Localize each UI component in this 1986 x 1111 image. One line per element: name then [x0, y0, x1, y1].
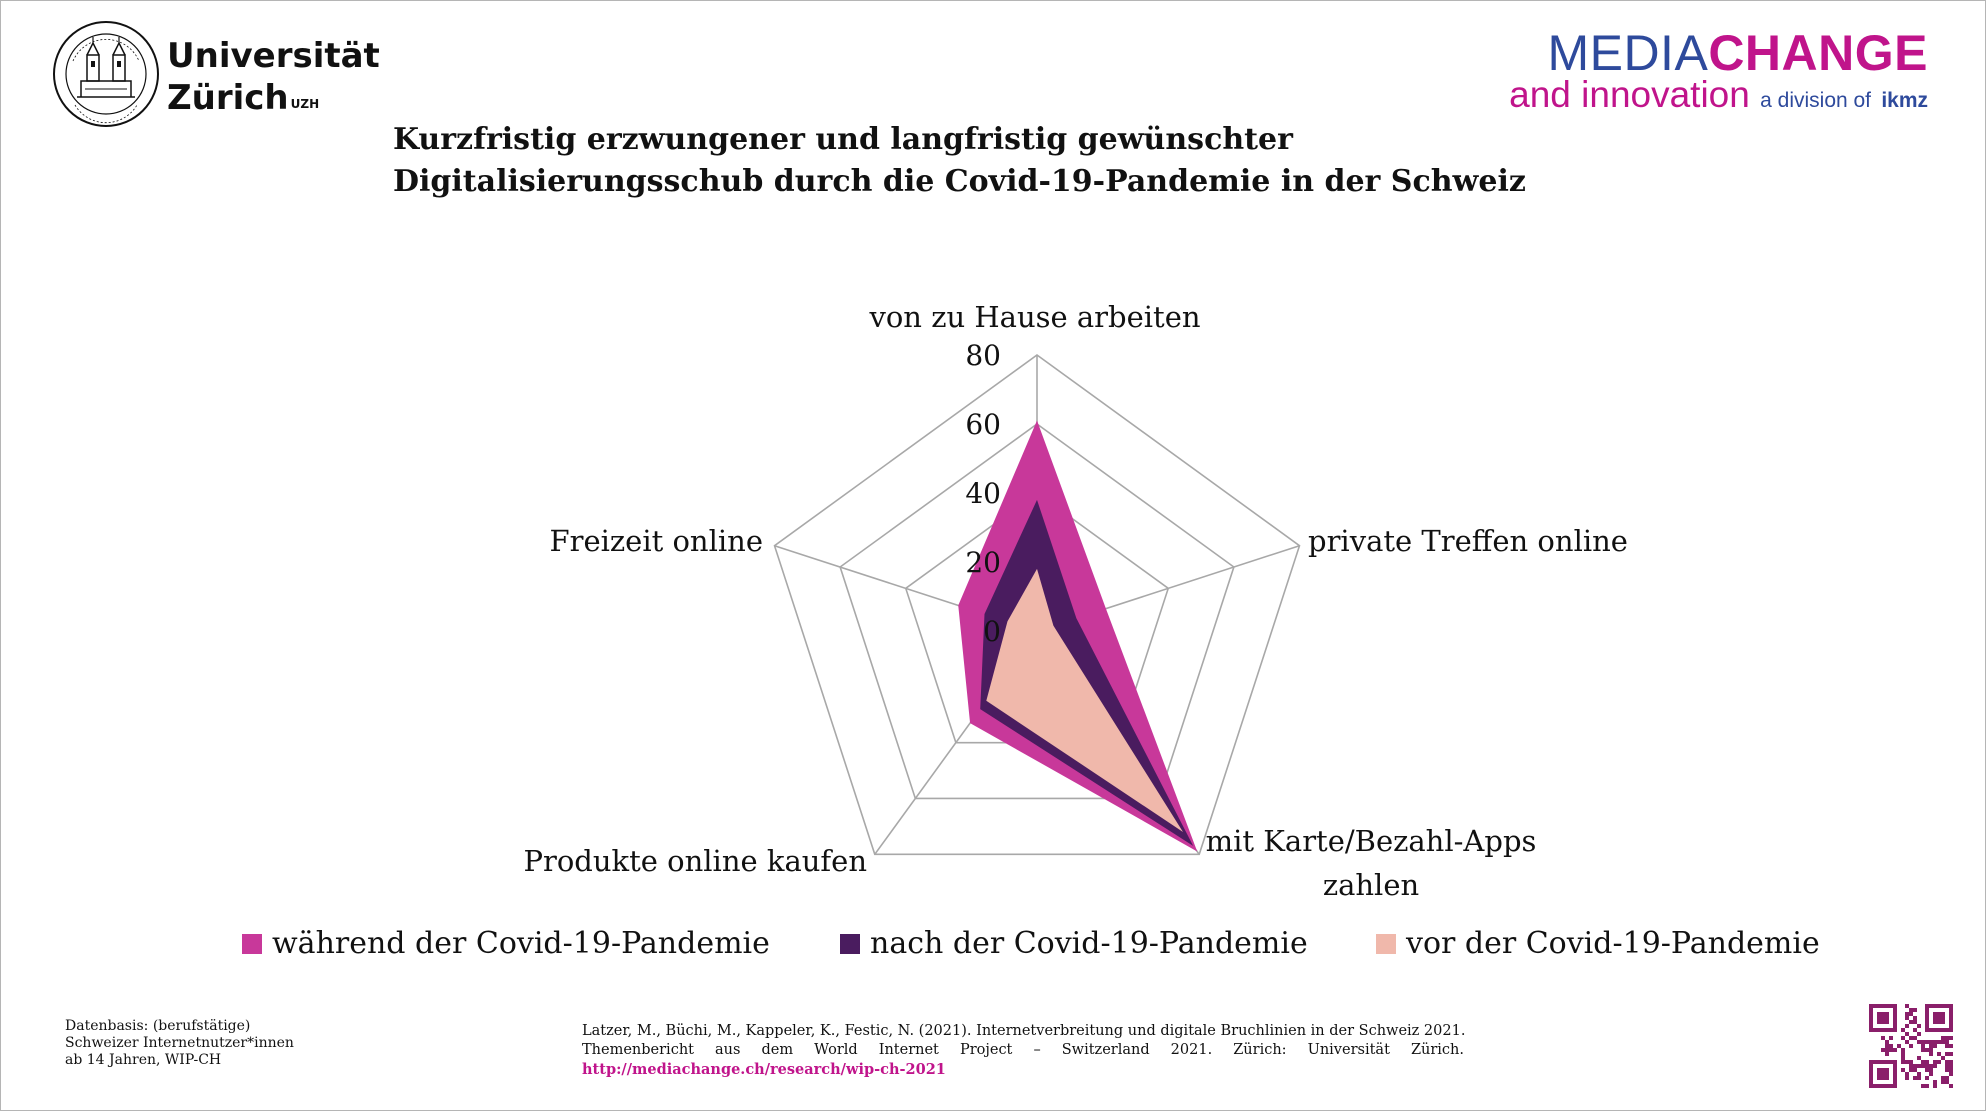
mc-division-text: a division of: [1760, 89, 1872, 112]
radial-tick-label: 80: [965, 339, 1001, 372]
category-label: private Treffen online: [1308, 524, 1628, 558]
radial-tick-label: 40: [965, 477, 1001, 510]
chart-legend: [1, 926, 1985, 972]
legend-swatch-before: [1376, 934, 1396, 954]
legend-label-during: während der Covid-19-Pandemie: [272, 926, 770, 961]
legend-label-before: vor der Covid-19-Pandemie: [1406, 926, 1820, 961]
category-label: von zu Hause arbeiten: [869, 300, 1201, 334]
legend-item-during: [242, 926, 770, 961]
legend-item-after: [840, 926, 1308, 961]
data-basis-line1: Datenbasis: (berufstätige): [65, 1018, 251, 1034]
title-line1: Kurzfristig erzwungener und langfristig gewünschter: [393, 122, 1293, 157]
mc-innovation-text: and innovation: [1509, 74, 1750, 115]
data-basis-line3: ab 14 Jahren, WIP-CH: [65, 1052, 222, 1068]
data-basis-line2: Schweizer Internetnutzer*innen: [65, 1035, 294, 1051]
legend-label-after: nach der Covid-19-Pandemie: [870, 926, 1308, 961]
citation-line2: Themenbericht aus dem World Internet Project – Switzerland 2021. Zürich: Universität Zürich.: [582, 1042, 1464, 1058]
citation: [582, 1022, 1464, 1079]
category-label: Freizeit online: [549, 524, 763, 558]
radial-tick-label: 0: [983, 615, 1001, 648]
radial-tick-label: 60: [965, 408, 1001, 441]
data-basis-note: [65, 1018, 365, 1069]
mc-ikmz-text: ikmz: [1881, 89, 1928, 112]
uzh-line2: Zürich: [167, 78, 289, 118]
title-line2: Digitalisierungsschub durch die Covid-19-Pandemie in der Schweiz: [393, 164, 1526, 199]
uzh-superscript: UZH: [290, 97, 320, 111]
category-label: Produkte online kaufen: [523, 844, 867, 878]
legend-swatch-after: [840, 934, 860, 954]
mc-change-text: CHANGE: [1708, 25, 1928, 81]
category-label: zahlen: [1322, 868, 1420, 902]
qr-code-icon[interactable]: [1869, 1004, 1953, 1088]
legend-swatch-during: [242, 934, 262, 954]
radial-tick-label: 20: [965, 546, 1001, 579]
category-label: mit Karte/Bezahl-Apps: [1205, 824, 1537, 858]
legend-item-before: [1376, 926, 1820, 961]
uzh-line1: Universität: [167, 36, 380, 76]
mc-media-text: MEDIA: [1547, 25, 1709, 81]
citation-url[interactable]: http://mediachange.ch/research/wip-ch-2021: [582, 1061, 946, 1078]
citation-line1: Latzer, M., Büchi, M., Kappeler, K., Festic, N. (2021). Internetverbreitung und digitale Bruchlinien in der Schweiz 2021.: [582, 1023, 1466, 1039]
